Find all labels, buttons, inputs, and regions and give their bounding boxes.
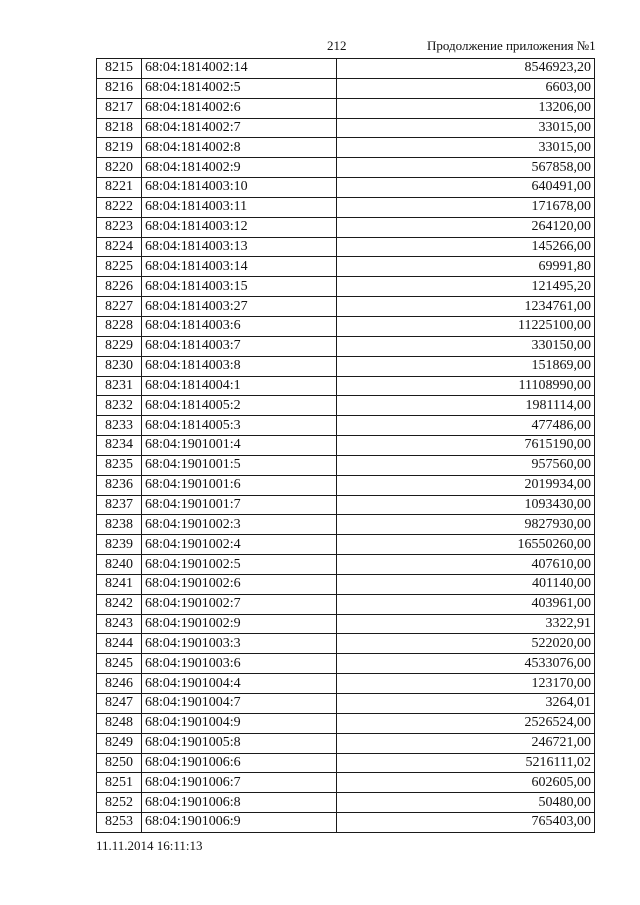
cadastral-number: 68:04:1814004:1 [142, 376, 337, 396]
row-number: 8223 [97, 217, 142, 237]
row-number: 8225 [97, 257, 142, 277]
table-row [97, 495, 595, 515]
row-number: 8222 [97, 197, 142, 217]
cadastral-number: 68:04:1901002:9 [142, 614, 337, 634]
cadastral-value: 123170,00 [337, 674, 595, 694]
table-row [97, 78, 595, 98]
cadastral-number: 68:04:1901004:4 [142, 674, 337, 694]
table-row [97, 634, 595, 654]
row-number: 8244 [97, 634, 142, 654]
cadastral-value: 8546923,20 [337, 59, 595, 79]
cadastral-number: 68:04:1814002:5 [142, 78, 337, 98]
cadastral-value: 69991,80 [337, 257, 595, 277]
table-row [97, 694, 595, 714]
cadastral-number: 68:04:1814003:12 [142, 217, 337, 237]
cadastral-value: 121495,20 [337, 277, 595, 297]
table-row [97, 654, 595, 674]
table-row [97, 237, 595, 257]
cadastral-value: 1093430,00 [337, 495, 595, 515]
row-number: 8233 [97, 416, 142, 436]
cadastral-value: 11108990,00 [337, 376, 595, 396]
row-number: 8220 [97, 158, 142, 178]
table-row [97, 436, 595, 456]
cadastral-number: 68:04:1901001:5 [142, 455, 337, 475]
cadastral-value: 2019934,00 [337, 475, 595, 495]
row-number: 8248 [97, 713, 142, 733]
table-row [97, 455, 595, 475]
cadastral-value: 33015,00 [337, 138, 595, 158]
row-number: 8227 [97, 297, 142, 317]
table-row [97, 773, 595, 793]
cadastral-value-table [96, 58, 595, 833]
row-number: 8243 [97, 614, 142, 634]
cadastral-value: 171678,00 [337, 197, 595, 217]
row-number: 8247 [97, 694, 142, 714]
cadastral-number: 68:04:1814003:27 [142, 297, 337, 317]
cadastral-value: 1981114,00 [337, 396, 595, 416]
cadastral-value: 330150,00 [337, 336, 595, 356]
cadastral-number: 68:04:1901006:8 [142, 793, 337, 813]
row-number: 8250 [97, 753, 142, 773]
table-row [97, 178, 595, 198]
cadastral-number: 68:04:1901002:4 [142, 535, 337, 555]
cadastral-value: 957560,00 [337, 455, 595, 475]
cadastral-value: 13206,00 [337, 98, 595, 118]
row-number: 8236 [97, 475, 142, 495]
table-row [97, 396, 595, 416]
cadastral-number: 68:04:1901003:3 [142, 634, 337, 654]
cadastral-value: 403961,00 [337, 594, 595, 614]
table-row [97, 277, 595, 297]
table-row [97, 138, 595, 158]
footer-timestamp: 11.11.2014 16:11:13 [96, 838, 203, 853]
row-number: 8239 [97, 535, 142, 555]
row-number: 8216 [97, 78, 142, 98]
cadastral-value: 33015,00 [337, 118, 595, 138]
row-number: 8238 [97, 515, 142, 535]
row-number: 8228 [97, 316, 142, 336]
cadastral-value: 7615190,00 [337, 436, 595, 456]
table-row [97, 674, 595, 694]
page-caption: Продолжение приложения №1 [427, 38, 596, 53]
cadastral-value: 407610,00 [337, 555, 595, 575]
table-row [97, 733, 595, 753]
row-number: 8235 [97, 455, 142, 475]
cadastral-value: 640491,00 [337, 178, 595, 198]
cadastral-value: 602605,00 [337, 773, 595, 793]
row-number: 8241 [97, 574, 142, 594]
cadastral-number: 68:04:1814003:8 [142, 356, 337, 376]
cadastral-number: 68:04:1814003:11 [142, 197, 337, 217]
row-number: 8246 [97, 674, 142, 694]
cadastral-number: 68:04:1901003:6 [142, 654, 337, 674]
table-row [97, 416, 595, 436]
row-number: 8219 [97, 138, 142, 158]
cadastral-value: 9827930,00 [337, 515, 595, 535]
row-number: 8224 [97, 237, 142, 257]
cadastral-value: 50480,00 [337, 793, 595, 813]
row-number: 8215 [97, 59, 142, 79]
cadastral-value: 6603,00 [337, 78, 595, 98]
row-number: 8242 [97, 594, 142, 614]
cadastral-number: 68:04:1901001:7 [142, 495, 337, 515]
row-number: 8230 [97, 356, 142, 376]
cadastral-number: 68:04:1814002:6 [142, 98, 337, 118]
cadastral-number: 68:04:1901005:8 [142, 733, 337, 753]
cadastral-number: 68:04:1901001:6 [142, 475, 337, 495]
row-number: 8232 [97, 396, 142, 416]
table-row [97, 257, 595, 277]
cadastral-number: 68:04:1814002:8 [142, 138, 337, 158]
cadastral-number: 68:04:1814003:6 [142, 316, 337, 336]
cadastral-value: 5216111,02 [337, 753, 595, 773]
cadastral-number: 68:04:1814003:14 [142, 257, 337, 277]
row-number: 8240 [97, 555, 142, 575]
cadastral-number: 68:04:1814002:14 [142, 59, 337, 79]
cadastral-number: 68:04:1901002:7 [142, 594, 337, 614]
cadastral-number: 68:04:1814002:7 [142, 118, 337, 138]
cadastral-number: 68:04:1901002:5 [142, 555, 337, 575]
row-number: 8217 [97, 98, 142, 118]
row-number: 8234 [97, 436, 142, 456]
cadastral-number: 68:04:1901004:9 [142, 713, 337, 733]
cadastral-number: 68:04:1814003:7 [142, 336, 337, 356]
table-row [97, 475, 595, 495]
cadastral-value: 11225100,00 [337, 316, 595, 336]
table-body [97, 59, 595, 833]
cadastral-number: 68:04:1901004:7 [142, 694, 337, 714]
cadastral-number: 68:04:1814005:3 [142, 416, 337, 436]
table-row [97, 336, 595, 356]
cadastral-value: 246721,00 [337, 733, 595, 753]
table-row [97, 316, 595, 336]
cadastral-value: 264120,00 [337, 217, 595, 237]
cadastral-number: 68:04:1814003:10 [142, 178, 337, 198]
table-row [97, 574, 595, 594]
table-row [97, 197, 595, 217]
cadastral-value: 401140,00 [337, 574, 595, 594]
table-row [97, 793, 595, 813]
cadastral-number: 68:04:1901002:6 [142, 574, 337, 594]
table-row [97, 356, 595, 376]
table-row [97, 813, 595, 833]
table-row [97, 158, 595, 178]
row-number: 8229 [97, 336, 142, 356]
cadastral-value: 145266,00 [337, 237, 595, 257]
cadastral-number: 68:04:1814002:9 [142, 158, 337, 178]
page-number: 212 [327, 38, 347, 53]
row-number: 8249 [97, 733, 142, 753]
cadastral-number: 68:04:1901006:9 [142, 813, 337, 833]
table-row [97, 297, 595, 317]
cadastral-number: 68:04:1814005:2 [142, 396, 337, 416]
cadastral-value: 4533076,00 [337, 654, 595, 674]
cadastral-value: 1234761,00 [337, 297, 595, 317]
table-row [97, 118, 595, 138]
table-row [97, 217, 595, 237]
row-number: 8251 [97, 773, 142, 793]
cadastral-value: 3264,01 [337, 694, 595, 714]
row-number: 8221 [97, 178, 142, 198]
cadastral-value: 765403,00 [337, 813, 595, 833]
table-row [97, 614, 595, 634]
row-number: 8226 [97, 277, 142, 297]
table-row [97, 59, 595, 79]
table-row [97, 753, 595, 773]
row-number: 8253 [97, 813, 142, 833]
row-number: 8231 [97, 376, 142, 396]
cadastral-number: 68:04:1901006:7 [142, 773, 337, 793]
cadastral-value: 477486,00 [337, 416, 595, 436]
cadastral-number: 68:04:1901001:4 [142, 436, 337, 456]
table-row [97, 98, 595, 118]
row-number: 8252 [97, 793, 142, 813]
table-row [97, 555, 595, 575]
cadastral-number: 68:04:1814003:13 [142, 237, 337, 257]
cadastral-number: 68:04:1901002:3 [142, 515, 337, 535]
row-number: 8245 [97, 654, 142, 674]
cadastral-value: 151869,00 [337, 356, 595, 376]
cadastral-number: 68:04:1814003:15 [142, 277, 337, 297]
cadastral-number: 68:04:1901006:6 [142, 753, 337, 773]
table-row [97, 515, 595, 535]
table-row [97, 713, 595, 733]
cadastral-value: 567858,00 [337, 158, 595, 178]
cadastral-value: 522020,00 [337, 634, 595, 654]
table-row [97, 594, 595, 614]
table-row [97, 376, 595, 396]
cadastral-value: 3322,91 [337, 614, 595, 634]
row-number: 8218 [97, 118, 142, 138]
cadastral-value: 16550260,00 [337, 535, 595, 555]
table-row [97, 535, 595, 555]
cadastral-value: 2526524,00 [337, 713, 595, 733]
row-number: 8237 [97, 495, 142, 515]
